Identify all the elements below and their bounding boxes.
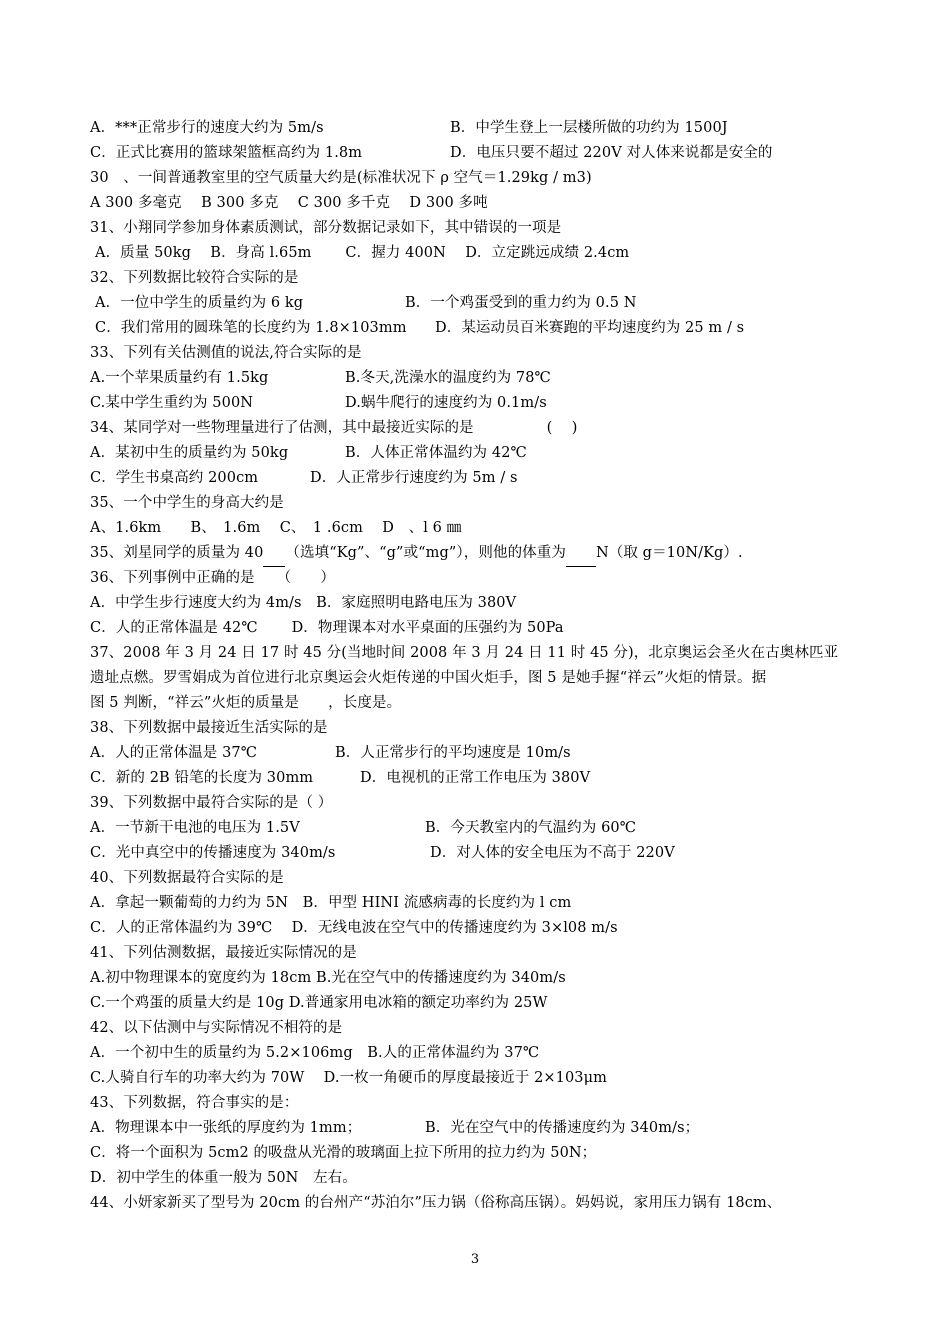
question-stem: 39、下列数据中最符合实际的是（ ）: [90, 795, 333, 811]
text-line: [90, 116, 880, 141]
options-line: C.人骑自行车的功率大约为 70W D.一枚一角硬币的厚度最接近于 2×103μm: [90, 1070, 608, 1086]
option-left: A．一节新干电池的电压为 1.5V: [90, 820, 300, 836]
options-line: A．中学生步行速度大约为 4m/s B．家庭照明电路电压为 380V: [90, 595, 517, 611]
option-left: A．人的正常体温是 37℃: [90, 745, 258, 761]
text-line: [90, 816, 880, 841]
options-line: A、1.6km B、 1.6m C、 1 .6cm D 、l 6 ㎜: [90, 520, 462, 536]
fill-in-text: （选填“Kg”、“g”或“mg”），则他的体重为: [285, 545, 566, 561]
option-right: D．电压只要不超过 220V 对人体来说都是安全的: [450, 145, 773, 161]
option-left: A．一位中学生的质量约为 6 kg: [95, 295, 304, 311]
option-left: C．学生书桌高约 200cm: [90, 470, 259, 486]
fill-in-question: [90, 541, 880, 566]
option-right: D．对人体的安全电压为不高于 220V: [430, 845, 675, 861]
options-line: A．质量 50kg B．身高 l.65m C．握力 400N D．立定跳远成绩 2.4cm: [95, 245, 630, 261]
option-left: C．光中真空中的传播速度为 340m/s: [90, 845, 336, 861]
page-number: 3: [470, 1252, 480, 1267]
question-stem: 34、某同学对一些物理量进行了估测，其中最接近实际的是 ( ): [90, 420, 578, 436]
question-stem: 41、下列估测数据，最接近实际情况的是: [90, 945, 357, 961]
question-stem: 遗址点燃。罗雪娟成为首位进行北京奥运会火炬传递的中国火炬手，图 5 是她手握“祥云”火炬的情景。据: [90, 670, 767, 686]
question-stem: 32、下列数据比较符合实际的是: [90, 270, 299, 286]
option-right: B．一个鸡蛋受到的重力约为 0.5 N: [405, 295, 637, 311]
option-right: B．人体正常体温约为 42℃: [345, 445, 527, 461]
options-line: C.一个鸡蛋的质量大约是 10g D.普通家用电冰箱的额定功率约为 25W: [90, 995, 548, 1011]
question-stem: 36、下列事例中正确的是 （ ）: [90, 570, 335, 586]
option-right: D．某运动员百米赛跑的平均速度约为 25 m / s: [435, 320, 745, 336]
option-left: A．某初中生的质量约为 50kg: [90, 445, 289, 461]
question-text-block: [90, 116, 880, 1216]
question-stem: 43、下列数据，符合事实的是：: [90, 1095, 299, 1111]
fill-in-text: N（取 g＝10N/Kg）.: [595, 545, 743, 561]
option-right: B．今天教室内的气温约为 60℃: [425, 820, 637, 836]
options-line: C．将一个面积为 5cm2 的吸盘从光滑的玻璃面上拉下所用的拉力约为 50N；: [90, 1145, 597, 1161]
question-stem: 37、2008 年 3 月 24 日 17 时 45 分(当地时间 2008 年 3 月 24 日 11 时 45 分)，北京奥运会圣火在古奥林匹亚: [90, 645, 839, 661]
option-right: B．光在空气中的传播速度约为 340m/s；: [425, 1120, 700, 1136]
option-left: C.某中学生重约为 500N: [90, 395, 254, 411]
options-line: A 300 多毫克 B 300 多克 C 300 多千克 D 300 多吨: [90, 195, 488, 211]
option-right: B．人正常步行的平均速度是 10m/s: [335, 745, 571, 761]
question-stem: 图 5 判断，“祥云”火炬的质量是 ，长度是。: [90, 695, 402, 711]
options-line: D．初中学生的体重一般为 50N 左右。: [90, 1170, 357, 1186]
answer-blank: [263, 541, 285, 567]
option-right: B.冬天,洗澡水的温度约为 78℃: [345, 370, 551, 386]
option-left: A．***正常步行的速度大约为 5m/s: [90, 120, 324, 136]
answer-blank: [566, 541, 596, 567]
text-line: [90, 316, 880, 341]
question-stem: 42、以下估测中与实际情况不相符的是: [90, 1020, 343, 1036]
options-line: A.初中物理课本的宽度约为 18cm B.光在空气中的传播速度约为 340m/s: [90, 970, 566, 986]
text-line: [90, 441, 880, 466]
fill-in-text: 35、刘星同学的质量为 40: [90, 545, 264, 561]
options-line: A．拿起一颗葡萄的力约为 5N B．甲型 HINI 流感病毒的长度约为 l cm: [90, 895, 572, 911]
question-stem: 44、小妍家新买了型号为 20cm 的台州产“苏泊尔”压力锅（俗称高压锅）。妈妈说，家用压力锅有 18cm、: [90, 1195, 782, 1211]
text-line: [90, 841, 880, 866]
options-line: C．人的正常体温约为 39℃ D．无线电波在空气中的传播速度约为 3×l08 m/s: [90, 920, 618, 936]
option-left: C．正式比赛用的篮球架篮框高约为 1.8m: [90, 145, 363, 161]
text-line: [90, 391, 880, 416]
question-stem: 38、下列数据中最接近生活实际的是: [90, 720, 328, 736]
option-left: A．物理课本中一张纸的厚度约为 1mm；: [90, 1120, 362, 1136]
option-right: D.蜗牛爬行的速度约为 0.1m/s: [345, 395, 547, 411]
question-stem: 35、一个中学生的身高大约是: [90, 495, 284, 511]
text-line: [90, 141, 880, 166]
options-line: C．人的正常体温是 42℃ D．物理课本对水平桌面的压强约为 50Pa: [90, 620, 564, 636]
option-left: C．新的 2B 铅笔的长度为 30mm: [90, 770, 314, 786]
text-line: [90, 741, 880, 766]
text-line: [90, 766, 880, 791]
question-stem: 33、下列有关估测值的说法,符合实际的是: [90, 345, 362, 361]
question-stem: 40、下列数据最符合实际的是: [90, 870, 284, 886]
option-left: C．我们常用的圆珠笔的长度约为 1.8×103mm: [95, 320, 407, 336]
options-line: A．一个初中生的质量约为 5.2×106mg B.人的正常体温约为 37℃: [90, 1045, 540, 1061]
text-line: [90, 1116, 880, 1141]
question-stem: 30 、一间普通教室里的空气质量大约是(标准状况下 ρ 空气＝1.29kg / m3): [90, 170, 592, 186]
question-stem: 31、小翔同学参加身体素质测试，部分数据记录如下，其中错误的一项是: [90, 220, 562, 236]
text-line: [90, 466, 880, 491]
option-right: D．电视机的正常工作电压为 380V: [360, 770, 591, 786]
option-right: B．中学生登上一层楼所做的功约为 1500J: [450, 120, 728, 136]
text-line: [90, 366, 880, 391]
option-left: A.一个苹果质量约有 1.5kg: [90, 370, 269, 386]
text-line: [90, 291, 880, 316]
option-right: D．人正常步行速度约为 5m / s: [310, 470, 518, 486]
